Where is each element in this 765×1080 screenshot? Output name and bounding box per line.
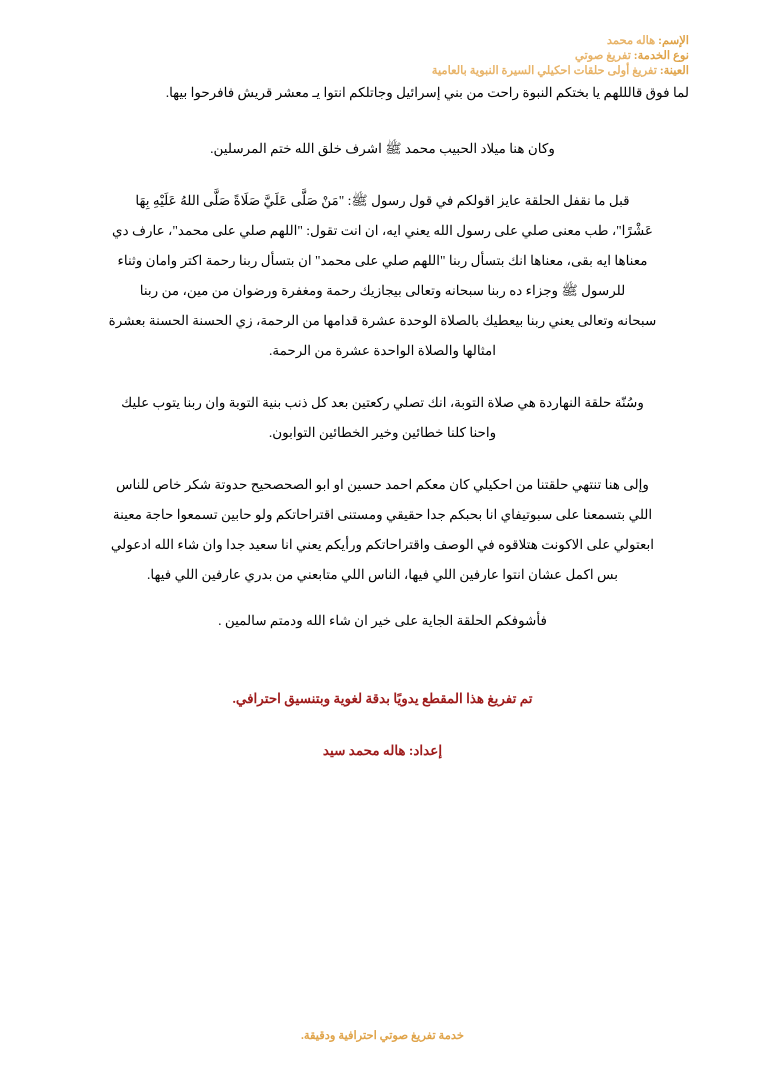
paragraph-3-line-3: معناها ايه بقى، معناها انك بتسأل ربنا "اللهم صلي على محمد" ان بتسأل ربنا رحمة اكتر وامان وثناء xyxy=(117,252,648,268)
body-paragraph-3 xyxy=(76,186,689,366)
body-paragraph-2: وكان هنا ميلاد الحبيب محمد ﷺ اشرف خلق الله ختم المرسلين. xyxy=(210,140,555,156)
paragraph-3-line-4: للرسول ﷺ وجزاء ده ربنا سبحانه وتعالى بيجازيك رحمة ومغفرة ورضوان من مين، من ربنا xyxy=(139,282,626,298)
spacer xyxy=(76,164,689,186)
spacer xyxy=(76,366,689,388)
paragraph-4-line-1: وسُنّة حلقة النهاردة هي صلاة التوبة، انك تصلي ركعتين بعد كل ذنب بنية التوبة وان ربنا يتوب عليك xyxy=(121,394,644,410)
document-content xyxy=(76,34,689,762)
body-paragraph-6: فأشوفكم الحلقة الجاية على خير ان شاء الله ودمتم سالمين . xyxy=(218,612,547,628)
metadata-name-row xyxy=(76,34,689,49)
paragraph-3-line-6: امثالها والصلاة الواحدة عشرة من الرحمة. xyxy=(268,342,496,358)
metadata-service-value: تفريغ صوتي xyxy=(574,50,631,63)
spacer xyxy=(76,590,689,606)
metadata-block xyxy=(76,34,689,80)
metadata-sample-label: العينة: xyxy=(659,65,689,78)
spacer xyxy=(76,710,689,740)
paragraph-3-line-5: سبحانه وتعالى يعني ربنا بيعطيك بالصلاة الوحدة عشرة قدامها من الرحمة، زي الحسنة الحسنة بعشرة xyxy=(108,312,657,328)
spacer xyxy=(76,448,689,470)
paragraph-5-line-1: وإلى هنا تنتهي حلقتنا من احكيلي كان معكم احمد حسين او ابو الصحصحيح حدوتة شكر خاص للناس xyxy=(116,476,649,492)
paragraph-4-line-2: واحنا كلنا خطائين وخير الخطائين التوابون. xyxy=(268,424,497,440)
metadata-name-value: هاله محمد xyxy=(606,35,656,47)
metadata-name-label: الإسم: xyxy=(658,35,689,47)
metadata-service-label: نوع الخدمة: xyxy=(633,50,689,63)
promo-text: تم تفريغ هذا المقطع يدويًا بدقة لغوية وبتنسيق احترافي. xyxy=(232,690,533,706)
spacer xyxy=(76,104,689,134)
body-paragraph-5 xyxy=(76,470,689,590)
spacer xyxy=(76,666,689,688)
paragraph-3-line-1: قبل ما نقفل الحلقة عايز اقولكم في قول رسول ﷺ: "مَنْ صَلَّى عَلَيَّ صَلَاةً صَلَّى اللهُ عَلَيْهِ بِهَا xyxy=(135,192,630,208)
metadata-sample-value: تفريغ أولى حلقات احكيلي السيرة النبوية بالعامية xyxy=(431,65,657,78)
signature-text: إعداد: هاله محمد سيد xyxy=(322,742,443,758)
body-paragraph-4 xyxy=(76,388,689,448)
spacer xyxy=(76,636,689,666)
paragraph-5-line-4: بس اكمل عشان انتوا عارفين اللي فيها، الناس اللي متابعني من بدري عارفين اللي فيها. xyxy=(146,566,619,582)
metadata-sample-row xyxy=(76,64,689,79)
paragraph-3-line-2: عَشْرًا"، طب معنى صلي على رسول الله يعني ايه، ان انت تقول: "اللهم صلي على محمد"، عارف دي xyxy=(112,222,653,238)
body-paragraph-1: لما فوق قالللهم يا بختكم النبوة راحت من بني إسرائيل وجاتلكم انتوا يـ معشر قريش فافرحوا بيها. xyxy=(165,84,689,100)
metadata-service-row xyxy=(76,49,689,64)
paragraph-5-line-2: اللي بتسمعنا على سبوتيفاي انا بحبكم جدا حقيقي ومستنى اقتراحاتكم ولو حابين تسمعوا حاجة معينة xyxy=(112,506,653,522)
page-footer: خدمة تفريغ صوتي احترافية ودقيقة. xyxy=(300,1030,465,1042)
paragraph-5-line-3: ابعتولي على الاكونت هتلاقوه في الوصف واقتراحاتكم ورأيكم يعني انا سعيد جدا وان شاء الله ادعولي xyxy=(110,536,655,552)
